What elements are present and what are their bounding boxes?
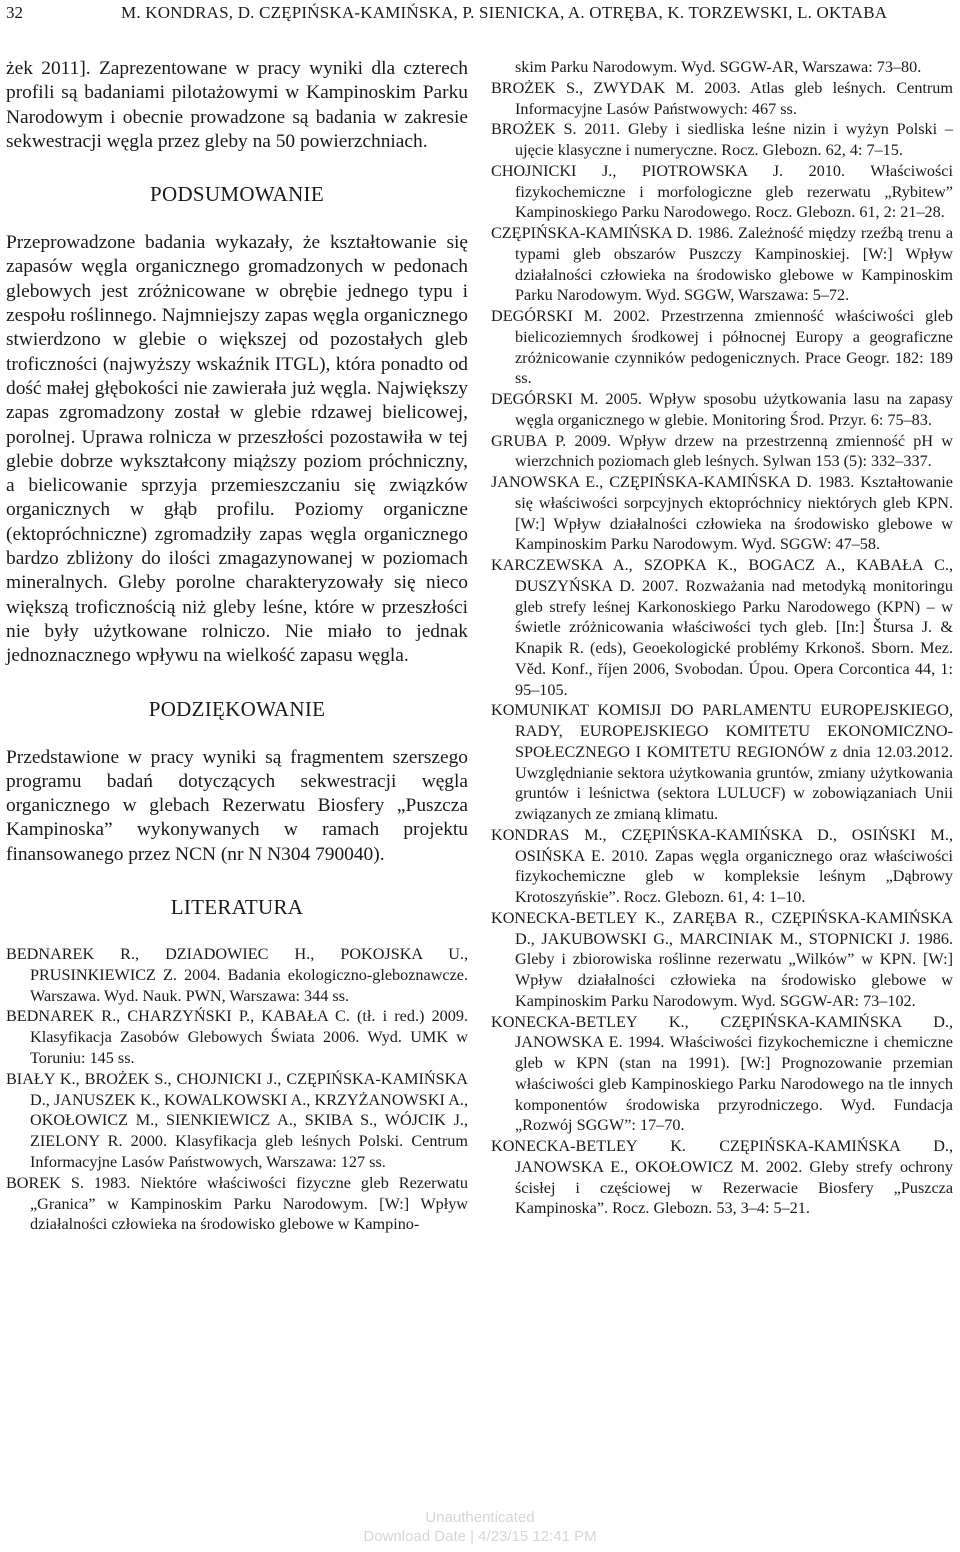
reference-item: BOREK S. 1983. Niektóre właściwości fizyczne gleb Rezerwatu „Granica” w Kampinoskim Parku Narodowym. [W:] Wpływ działalności człowieka na środowisko glebowe w Kampino- xyxy=(6,1173,468,1234)
reference-item: CZĘPIŃSKA-KAMIŃSKA D. 1986. Zależność między rzeźbą trenu a typami gleb obszarów Puszczy Kampinoskiej. [W:] Wpływ działalności człowieka na środowisko glebowe w Kampinoskim Parku Narodowym. Wyd. SGGW, Warszawa: 5–72. xyxy=(491,224,953,305)
intro-paragraph: żek 2011]. Zaprezentowane w pracy wyniki dla czterech profili są badaniami pilotażowymi w Kampinoskim Parku Narodowym i obecnie prowadzone są badania w zakresie sekwestracji węgla przez gleby na 50 powierzchniach. xyxy=(6,58,468,152)
page-number: 32 xyxy=(6,3,23,22)
right-column xyxy=(491,57,953,1219)
reference-item: JANOWSKA E., CZĘPIŃSKA-KAMIŃSKA D. 1983. Kształtowanie się właściwości sorpcyjnych ektopróchnicy niektórych gleb KPN. [W:] Wpływ działalności człowieka na środowisko glebowe w Kampinoskim Parku Narodowym. Wyd. SGGW: 47–58. xyxy=(491,473,953,554)
literature-heading: LITERATURA xyxy=(170,895,304,920)
reference-item: KONECKA-BETLEY K. CZĘPIŃSKA-KAMIŃSKA D., JANOWSKA E., OKOŁOWICZ M. 2002. Gleby strefy ochrony ścisłej i częściowej w Rezerwacie Biosfery „Puszcza Kampinoska”. Rocz. Glebozn. 53, 3–4: 5–21. xyxy=(491,1137,953,1218)
reference-item: KONDRAS M., CZĘPIŃSKA-KAMIŃSKA D., OSIŃSKI M., OSIŃSKA E. 2010. Zapas węgla organicznego oraz właściwości fizykochemiczne gleb w kompleksie leśnym „Dąbrowy Krotoszyńskie”. Rocz. Glebozn. 61, 4: 1–10. xyxy=(491,825,953,906)
reference-item: BIAŁY K., BROŻEK S., CHOJNICKI J., CZĘPIŃSKA-KAMIŃSKA D., JANUSZEK K., KOWALKOWSKI A., KRZYŻANOWSKI A., OKOŁOWICZ M., SIENKIEWICZ A., SKIBA S., WÓJCIK J., ZIELONY R. 2000. Klasyfikacja gleb leśnych Polski. Centrum Informacyjne Lasów Państwowych, Warszawa: 127 ss. xyxy=(6,1069,468,1171)
reference-item: DEGÓRSKI M. 2002. Przestrzenna zmienność właściwości gleb bielicoziemnych środkowej i północnej Europy a geograficzne zróżnicowanie czynników pedogenicznych. Prace Geogr. 182: 189 ss. xyxy=(491,307,953,388)
summary-text: Przeprowadzone badania wykazały, że kształtowanie się zapasów węgla organicznego gromadzonych w pedonach glebowych jest zróżnicowane w obrębie jednego typu i zespołu roślinnego. Najmniejszy zapas węgla organicznego stwierdzono w glebie o większej od pozostałych gleb troficzności (najwyższy wskaźnik ITGL), która ponadto od dość małej głębokości nie zawierała już węgla. Największy zapas zgromadzony został w glebie rdzawej bielicowej, porolnej. Uprawa rolnicza w przeszłości pozostawiła w tej glebie dobrze wykształcony miąższy poziom próchniczny, a bielicowanie sprzyja przemieszczaniu się związków organicznych w głąb profilu. Poziomy organiczne (ektopróchniczne) zgromadziły zapas węgla organicznego bardzo zbliżony do ilości zmagazynowanej w poziomach mineralnych. Gleby porolne charakteryzowały się nieco większą troficznością niż gleby leśne, które w przeszłości nie były użytkowane rolniczo. Nie miało to jednak jednoznacznego wpływu na wielkość zapasu węgla. xyxy=(6,232,468,667)
left-column xyxy=(6,57,468,1235)
watermark-unauthenticated: Unauthenticated xyxy=(425,1509,535,1526)
reference-item: DEGÓRSKI M. 2005. Wpływ sposobu użytkowania lasu na zapasy węgla organicznego w glebie. Monitoring Środ. Przyr. 6: 75–83. xyxy=(491,390,953,429)
reference-item: KONECKA-BETLEY K., CZĘPIŃSKA-KAMIŃSKA D., JANOWSKA E. 1994. Właściwości fizykochemiczne i chemiczne gleb w KPN (stan na 1991). [W:] Prognozowanie przemian właściwości gleb Kampinoskiego Parku Narodowego na tle innych komponentów środowiska przyrodniczego. Wyd. Fundacja „Rozwój SGGW”: 17–70. xyxy=(491,1012,953,1135)
references-left xyxy=(6,944,468,1235)
acknowledgements-text: Przedstawione w pracy wyniki są fragmentem szerszego programu badań dotyczących sekwestracji węgla organicznego w glebach Rezerwatu Biosfery „Puszcza Kampinoska” wykonywanych w ramach projektu finansowanego przez NCN (nr N N304 790040). xyxy=(6,746,468,865)
reference-item: KARCZEWSKA A., SZOPKA K., BOGACZ A., KABAŁA C., DUSZYŃSKA D. 2007. Rozważania nad metodyką monitoringu gleb strefy leśnej Karkonoskiego Parku Narodowego (KPN) – w świetle zróżnicowania właściwości tych gleb. [In:] Štursa J. & Knapik R. (eds), Geoekologické problémy Krkonoš. Sborn. Mez. Věd. Konf., říjen 2006, Svobodan. Úpou. Opera Corcontica 44, 1: 95–105. xyxy=(491,556,953,699)
reference-item: KOMUNIKAT KOMISJI DO PARLAMENTU EUROPEJSKIEGO, RADY, EUROPEJSKIEGO KOMITETU EKONOMICZNO-SPOŁECZNEGO I KOMITETU REGIONÓW z dnia 12.03.2012. Uwzględnianie sektora użytkowania gruntów, zmiany użytkowania gruntów i leśnictwa (sektora LULUCF) w zobowiązaniach Unii związanych ze zmianą klimatu. xyxy=(491,701,953,823)
reference-item: CHOJNICKI J., PIOTROWSKA J. 2010. Właściwości fizykochemiczne i morfologiczne gleb rezerwatu „Rybitew” Kampinoskiego Parku Narodowego. Rocz. Glebozn. 61, 2: 21–28. xyxy=(491,161,953,222)
watermark-download-date: Download Date | 4/23/15 12:41 PM xyxy=(363,1528,597,1545)
reference-item: KONECKA-BETLEY K., ZARĘBA R., CZĘPIŃSKA-KAMIŃSKA D., JAKUBOWSKI G., MARCINIAK M., STOPNICKI J. 1986. Gleby i zbiorowiska roślinne rezerwatu „Wilków” w KPN. [W:] Wpływ działalności człowieka na środowisko glebowe w Kampinoskim Parku Narodowym. Wyd. SGGW-AR: 73–102. xyxy=(491,908,953,1010)
reference-item: BROŻEK S., ZWYDAK M. 2003. Atlas gleb leśnych. Centrum Informacyjne Lasów Państwowych: 467 ss. xyxy=(491,78,953,118)
summary-heading: PODSUMOWANIE xyxy=(150,182,324,207)
running-title: M. KONDRAS, D. CZĘPIŃSKA-KAMIŃSKA, P. SIENICKA, A. OTRĘBA, K. TORZEWSKI, L. OKTABA xyxy=(121,3,888,22)
reference-continuation: skim Parku Narodowym. Wyd. SGGW-AR, Warszawa: 73–80. xyxy=(515,58,922,76)
reference-item: BEDNAREK R., DZIADOWIEC H., POKOJSKA U., PRUSINKIEWICZ Z. 2004. Badania ekologiczno-gleboznawcze. Warszawa. Wyd. Nauk. PWN, Warszawa: 344 ss. xyxy=(6,945,468,1005)
reference-item: BEDNAREK R., CHARZYŃSKI P., KABAŁA C. (tł. i red.) 2009. Klasyfikacja Zasobów Glebowych Świata 2006. Wyd. UMK w Toruniu: 145 ss. xyxy=(6,1007,468,1067)
reference-item: GRUBA P. 2009. Wpływ drzew na przestrzenną zmienność pH w wierzchnich poziomach gleb leśnych. Sylwan 153 (5): 332–337. xyxy=(491,431,953,471)
acknowledgements-heading: PODZIĘKOWANIE xyxy=(148,696,326,721)
reference-item: BROŻEK S. 2011. Gleby i siedliska leśne nizin i wyżyn Polski – ujęcie klasyczne i numeryczne. Rocz. Glebozn. 62, 4: 7–15. xyxy=(491,120,953,159)
